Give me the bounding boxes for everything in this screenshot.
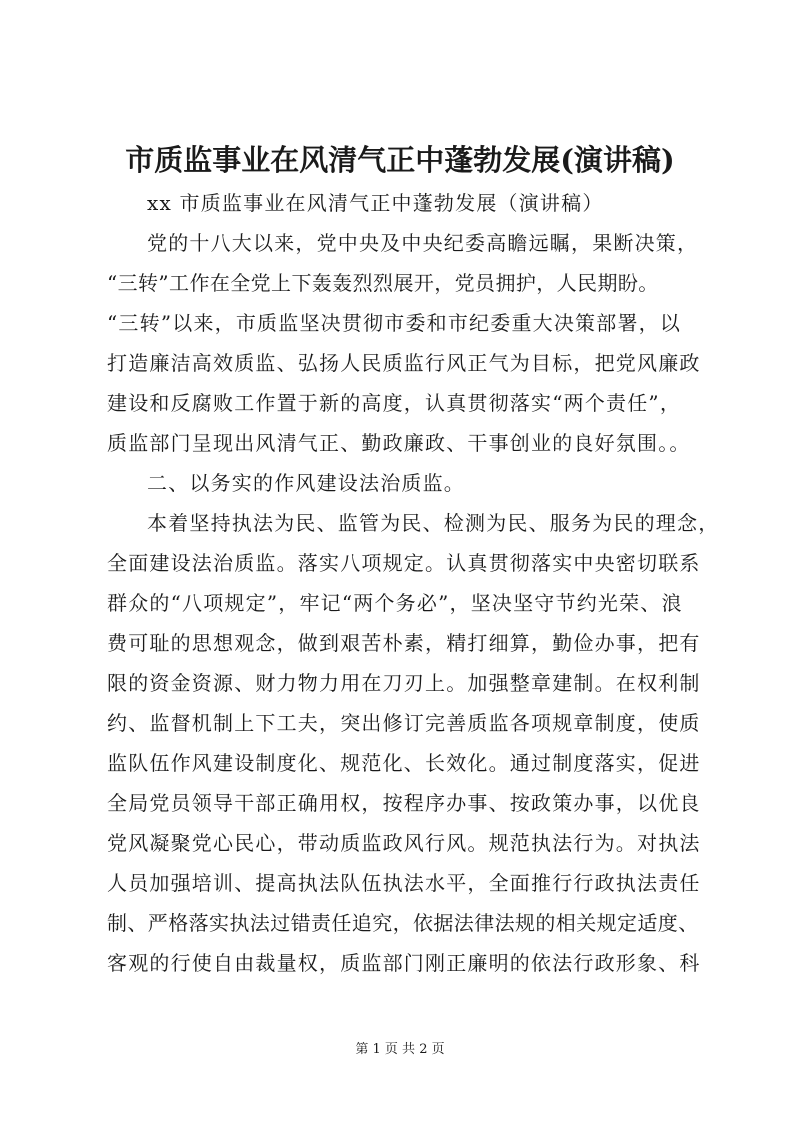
paragraph-line: 全局党员领导干部正确用权，按程序办事、按政策办事，以优良: [107, 791, 701, 815]
paragraph-line: 监队伍作风建设制度化、规范化、长效化。通过制度落实，促进: [107, 751, 701, 775]
paragraph-line: 质监部门呈现出风清气正、勤政廉政、干事创业的良好氛围。。: [107, 431, 691, 455]
paragraph-line: 限的资金资源、财力物力用在刀刃上。加强整章建制。在权利制: [107, 671, 701, 695]
paragraph-line: 本着坚持执法为民、监管为民、检测为民、服务为民的理念，: [147, 511, 720, 535]
paragraph-line: 约、监督机制上下工夫，突出修订完善质监各项规章制度，使质: [107, 711, 701, 735]
paragraph-line: 全面建设法治质监。落实八项规定。认真贯彻落实中央密切联系: [107, 551, 701, 575]
paragraph-line: 打造廉洁高效质监、弘扬人民质监行风正气为目标，把党风廉政: [107, 351, 701, 375]
paragraph-line: 群众的“八项规定”，牢记“两个务必”，坚决坚守节约光荣、浪: [107, 591, 683, 615]
paragraph-line: 党的十八大以来，党中央及中央纪委高瞻远瞩，果断决策，: [147, 231, 699, 255]
document-body: [107, 183, 727, 983]
document-title: 市质监事业在风清气正中蓬勃发展(演讲稿): [125, 143, 675, 177]
section-heading: 二、以务实的作风建设法治质监。: [147, 471, 465, 495]
paragraph-line: 客观的行使自由裁量权，质监部门刚正廉明的依法行政形象、科: [107, 951, 701, 975]
paragraph-line: “三转”工作在全党上下轰轰烈烈展开，党员拥护，人民期盼。: [107, 271, 659, 295]
paragraph-line: 制、严格落实执法过错责任追究，依据法律法规的相关规定适度、: [107, 911, 699, 935]
subtitle-line: xx 市质监事业在风清气正中蓬勃发展（演讲稿）: [147, 191, 604, 215]
paragraph-line: 党风凝聚党心民心，带动质监政风行风。规范执法行为。对执法: [107, 831, 701, 855]
paragraph-line: 建设和反腐败工作置于新的高度，认真贯彻落实“两个责任”，: [107, 391, 682, 415]
page-number: 第 1 页 共 2 页: [355, 1042, 445, 1057]
paragraph-line: 人员加强培训、提高执法队伍执法水平，全面推行行政执法责任: [107, 871, 701, 895]
paragraph-line: “三转”以来，市质监坚决贯彻市委和市纪委重大决策部署，以: [107, 311, 682, 335]
paragraph-line: 费可耻的思想观念，做到艰苦朴素，精打细算，勤俭办事，把有: [107, 631, 701, 655]
